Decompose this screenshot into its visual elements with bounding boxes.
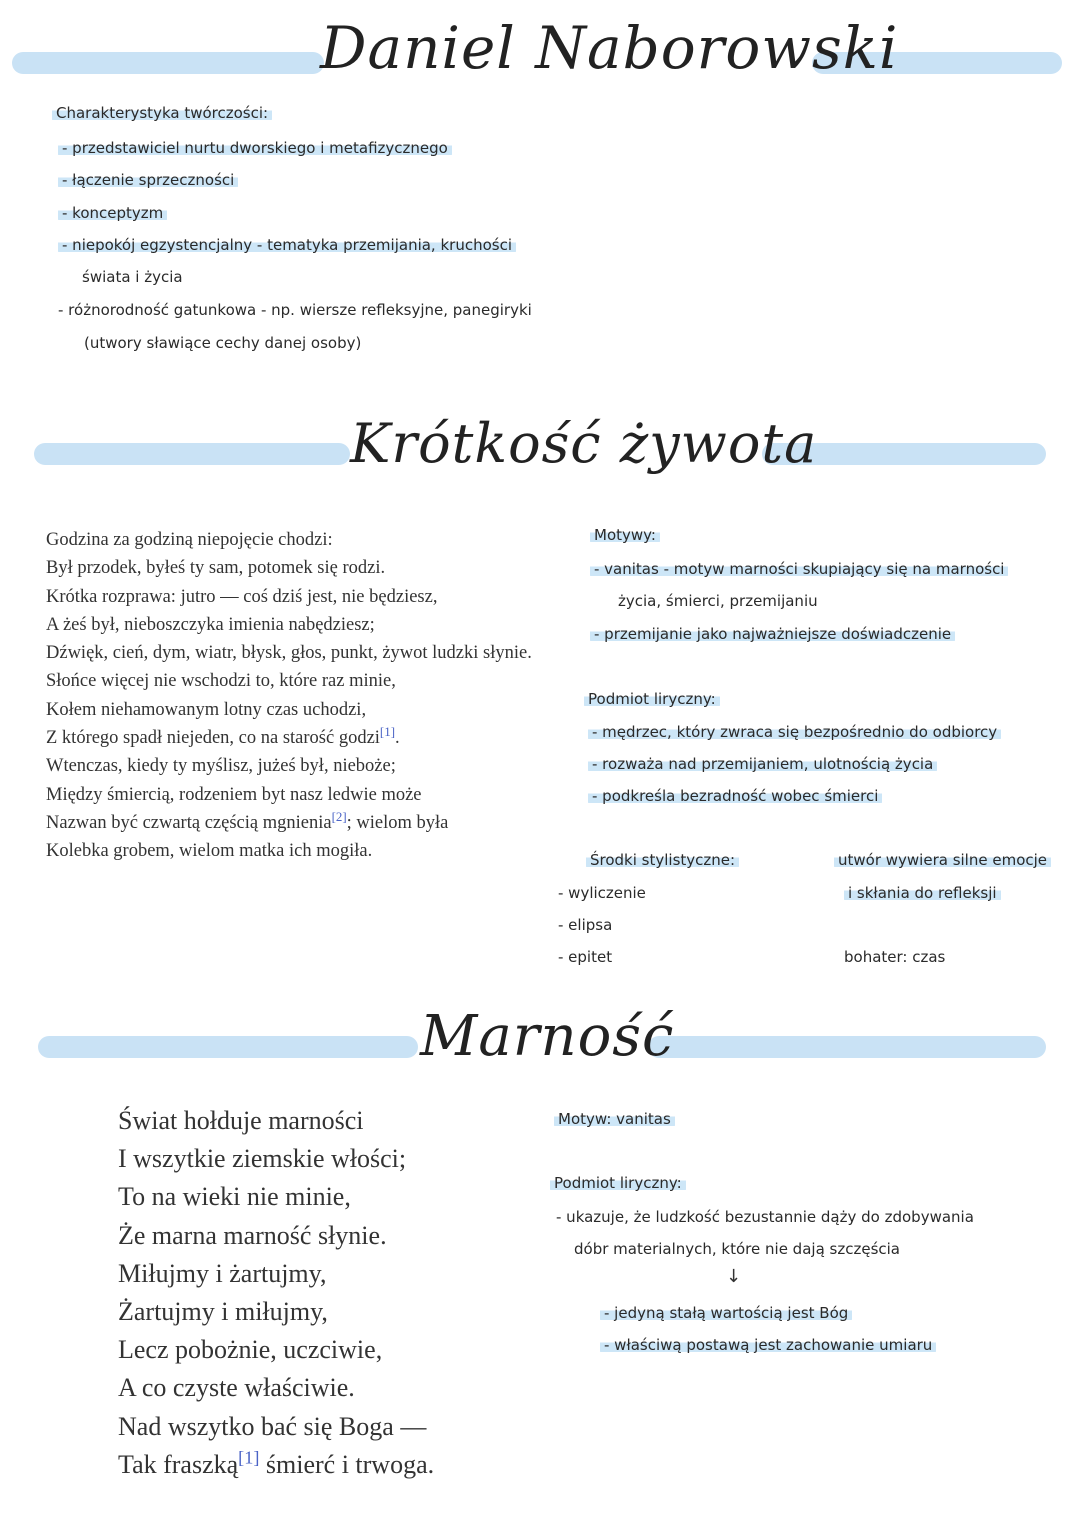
section-bar-left	[38, 1036, 418, 1058]
down-arrow-icon: ↓	[726, 1266, 742, 1287]
marnosc-conclusion-2: - właściwą postawą jest zachowanie umiaru	[600, 1338, 936, 1353]
poem-line: To na wieki nie minie,	[118, 1182, 351, 1212]
poem-krotkosc	[46, 526, 532, 866]
poem-line: A żeś był, nieboszczyka imienia nabędziesz;	[46, 614, 375, 635]
podmiot-heading: Podmiot liryczny:	[584, 692, 720, 707]
section-bar-right	[648, 1036, 1046, 1058]
char-item-4-cont: świata i życia	[82, 268, 183, 286]
poem-line: Lecz pobożnie, uczciwie,	[118, 1335, 383, 1365]
poem-line: Że marna marność słynie.	[118, 1220, 387, 1250]
poem-line: Kolebka grobem, wielom matka ich mogiła.	[46, 841, 373, 862]
motywy-heading: Motywy:	[590, 528, 660, 543]
poem-line: Słońce więcej nie wschodzi to, które raz minie,	[46, 671, 396, 692]
char-item-5-cont: (utwory sławiące cechy danej osoby)	[84, 334, 362, 352]
char-heading: Charakterystyka twórczości:	[52, 106, 272, 121]
section-bar-left	[34, 443, 350, 465]
char-item-3: - konceptyzm	[58, 206, 167, 221]
motyw-item-1-cont: życia, śmierci, przemijaniu	[618, 592, 818, 610]
motyw-item-2: - przemijanie jako najważniejsze doświadczenie	[590, 627, 955, 642]
poem-line: A co czyste właściwie.	[118, 1373, 355, 1403]
podmiot-item-3: - podkreśla bezradność wobec śmierci	[588, 789, 882, 804]
footnote-link[interactable]: [2]	[331, 808, 347, 824]
srodki-heading: Środki stylistyczne:	[586, 853, 739, 868]
poem-line: Kołem niehamowanym lotny czas uchodzi,	[46, 699, 367, 720]
char-item-4: - niepokój egzystencjalny - tematyka przemijania, kruchości	[58, 238, 516, 253]
char-item-2: - łączenie sprzeczności	[58, 173, 238, 188]
poem-line: Tak fraszką[1] śmierć i trwoga.	[118, 1447, 435, 1479]
poem-line: Wtenczas, kiedy ty myślisz, jużeś był, nieboże;	[46, 756, 396, 777]
marnosc-podmiot-item-1-cont: dóbr materialnych, które nie dają szczęścia	[574, 1240, 900, 1258]
marnosc-podmiot-heading: Podmiot liryczny:	[550, 1176, 686, 1191]
page-title: Daniel Naborowski	[320, 14, 899, 82]
poem-line: Dźwięk, cień, dym, wiatr, błysk, głos, punkt, żywot ludzki słynie.	[46, 643, 532, 664]
marnosc-conclusion-1: - jedyną stałą wartością jest Bóg	[600, 1306, 852, 1321]
poem-line: Nad wszytko bać się Boga —	[118, 1411, 427, 1441]
srodki-item-2: - elipsa	[558, 916, 613, 934]
footnote-link[interactable]: [1]	[238, 1447, 260, 1468]
section-title-krotkosc: Krótkość żywota	[350, 412, 818, 475]
motyw-item-1: - vanitas - motyw marności skupiający się na marności	[590, 562, 1008, 577]
podmiot-item-1: - mędrzec, który zwraca się bezpośrednio do odbiorcy	[588, 725, 1001, 740]
marnosc-podmiot-item-1: - ukazuje, że ludzkość bezustannie dąży do zdobywania	[556, 1208, 974, 1226]
bohater-note: bohater: czas	[844, 948, 946, 966]
footnote-link[interactable]: [1]	[379, 723, 396, 739]
title-bar-left	[12, 52, 324, 74]
poem-line: Z którego spadł niejeden, co na starość godzi[1].	[46, 723, 400, 749]
poem-line: Był przodek, byłeś ty sam, potomek się rodzi.	[46, 558, 386, 579]
char-item-5: - różnorodność gatunkowa - np. wiersze refleksyjne, panegiryki	[58, 301, 532, 319]
poem-line: Nazwan być czwartą częścią mgnienia[2]; wielom była	[46, 808, 449, 833]
poem-line: I wszytkie ziemskie włości;	[118, 1144, 407, 1174]
marnosc-motyw: Motyw: vanitas	[554, 1112, 675, 1127]
poem-line: Żartujmy i miłujmy,	[118, 1297, 328, 1327]
poem-line: Godzina za godziną niepojęcie chodzi:	[46, 530, 333, 550]
poem-line: Krótka rozprawa: jutro — coś dziś jest, nie będziesz,	[46, 586, 438, 607]
poem-line: Między śmiercią, rodzeniem byt nasz ledwie może	[46, 784, 422, 805]
utwor-note: utwór wywiera silne emocje	[834, 853, 1051, 868]
podmiot-item-2: - rozważa nad przemijaniem, ulotnością życia	[588, 757, 937, 772]
char-item-1: - przedstawiciel nurtu dworskiego i metafizycznego	[58, 141, 452, 156]
poem-marnosc	[118, 1102, 434, 1484]
poem-line: Miłujmy i żartujmy,	[118, 1258, 327, 1288]
poem-line: Świat hołduje marności	[118, 1106, 364, 1135]
utwor-note-cont: i skłania do refleksji	[844, 886, 1001, 901]
srodki-item-1: - wyliczenie	[558, 884, 646, 902]
srodki-item-3: - epitet	[558, 948, 613, 966]
section-title-marnosc: Marność	[420, 1004, 675, 1069]
